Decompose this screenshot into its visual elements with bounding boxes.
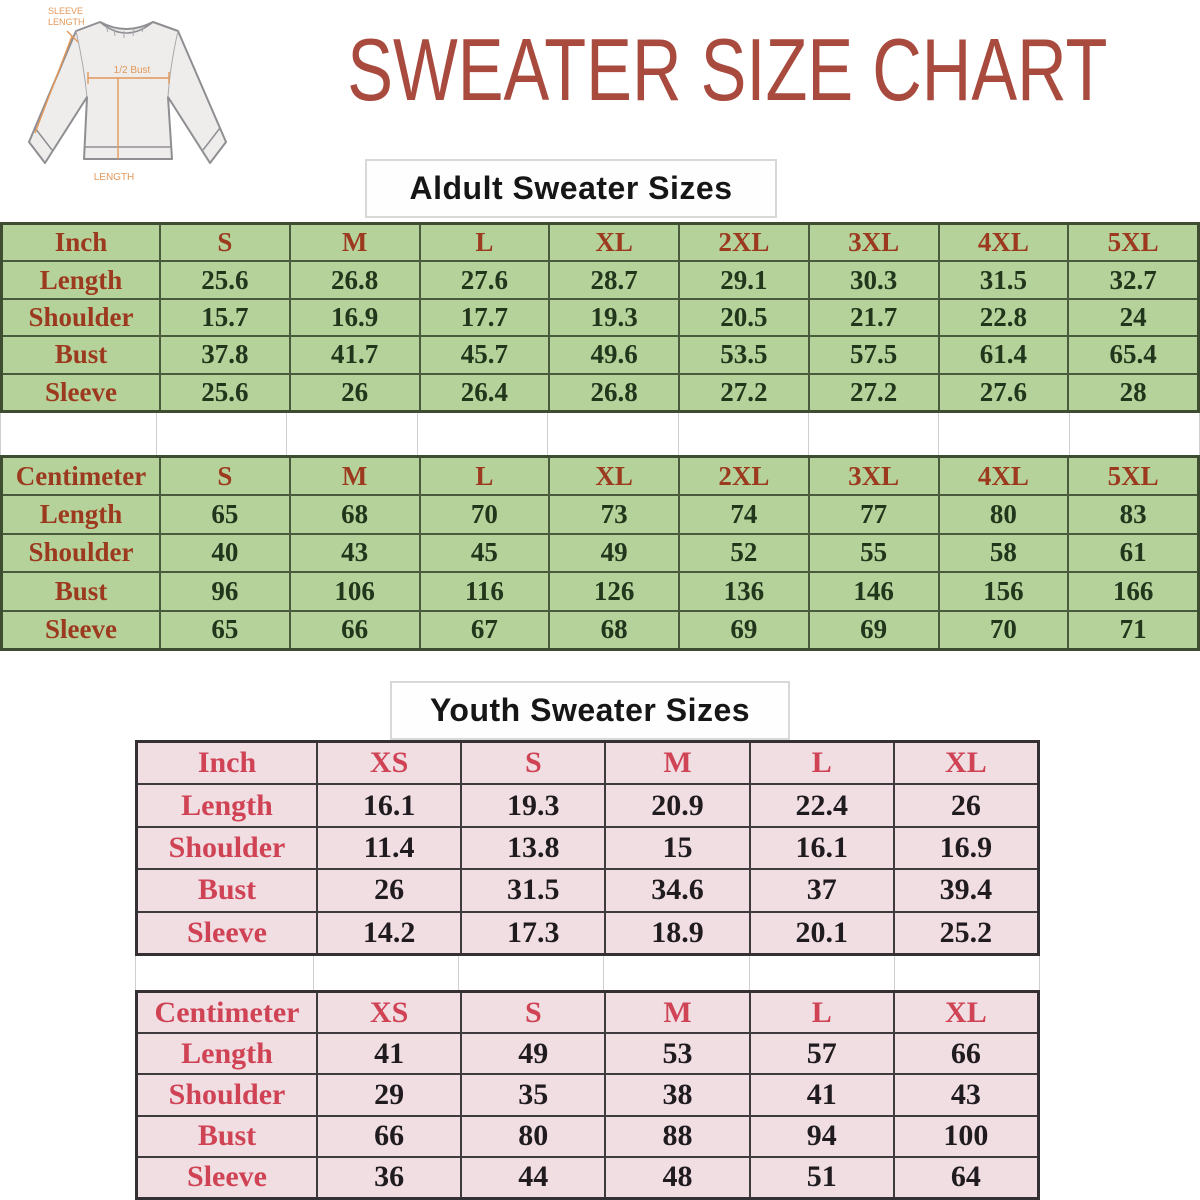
value-cell: 26.4 bbox=[421, 375, 549, 410]
value-cell: 18.9 bbox=[606, 913, 748, 953]
value-cell: 16.1 bbox=[318, 785, 460, 825]
value-cell: 49 bbox=[550, 535, 678, 571]
value-cell: 136 bbox=[680, 573, 808, 609]
value-cell: 27.2 bbox=[680, 375, 808, 410]
value-cell: 166 bbox=[1069, 573, 1197, 609]
value-cell: 55 bbox=[810, 535, 938, 571]
value-cell: 69 bbox=[680, 612, 808, 648]
spacer-cell bbox=[287, 413, 417, 455]
row-label: Sleeve bbox=[3, 375, 159, 410]
size-header: XL bbox=[895, 993, 1037, 1032]
value-cell: 16.9 bbox=[895, 828, 1037, 868]
row-label: Sleeve bbox=[138, 913, 316, 953]
row-label: Sleeve bbox=[138, 1158, 316, 1197]
value-cell: 30.3 bbox=[810, 262, 938, 297]
row-label: Bust bbox=[3, 337, 159, 372]
value-cell: 14.2 bbox=[318, 913, 460, 953]
unit-header: Inch bbox=[3, 225, 159, 260]
value-cell: 58 bbox=[940, 535, 1068, 571]
value-cell: 27.6 bbox=[940, 375, 1068, 410]
length-label: LENGTH bbox=[93, 172, 135, 183]
value-cell: 41 bbox=[751, 1075, 893, 1114]
value-cell: 20.9 bbox=[606, 785, 748, 825]
size-header: 4XL bbox=[940, 458, 1068, 494]
size-header: 2XL bbox=[680, 458, 808, 494]
unit-header: Inch bbox=[138, 743, 316, 783]
value-cell: 17.7 bbox=[421, 300, 549, 335]
value-cell: 66 bbox=[318, 1117, 460, 1156]
spacer-cell bbox=[939, 413, 1069, 455]
size-header: S bbox=[462, 993, 604, 1032]
page-title bbox=[240, 20, 1108, 119]
value-cell: 49.6 bbox=[550, 337, 678, 372]
value-cell: 88 bbox=[606, 1117, 748, 1156]
value-cell: 16.9 bbox=[291, 300, 419, 335]
value-cell: 13.8 bbox=[462, 828, 604, 868]
value-cell: 22.8 bbox=[940, 300, 1068, 335]
value-cell: 52 bbox=[680, 535, 808, 571]
row-label: Shoulder bbox=[138, 828, 316, 868]
size-header: M bbox=[606, 743, 748, 783]
size-header: XS bbox=[318, 993, 460, 1032]
value-cell: 16.1 bbox=[751, 828, 893, 868]
value-cell: 66 bbox=[895, 1034, 1037, 1073]
value-cell: 65 bbox=[161, 496, 289, 532]
value-cell: 80 bbox=[940, 496, 1068, 532]
value-cell: 73 bbox=[550, 496, 678, 532]
row-label: Length bbox=[3, 262, 159, 297]
row-label: Shoulder bbox=[3, 535, 159, 571]
spacer-cell bbox=[314, 956, 459, 990]
value-cell: 156 bbox=[940, 573, 1068, 609]
row-label: Shoulder bbox=[3, 300, 159, 335]
adult-section-heading: Aldult Sweater Sizes bbox=[365, 159, 777, 218]
value-cell: 77 bbox=[810, 496, 938, 532]
size-header: XL bbox=[550, 225, 678, 260]
value-cell: 38 bbox=[606, 1075, 748, 1114]
size-header: L bbox=[751, 993, 893, 1032]
value-cell: 49 bbox=[462, 1034, 604, 1073]
size-header: XL bbox=[895, 743, 1037, 783]
value-cell: 48 bbox=[606, 1158, 748, 1197]
value-cell: 100 bbox=[895, 1117, 1037, 1156]
size-header: 2XL bbox=[680, 225, 808, 260]
row-label: Bust bbox=[138, 1117, 316, 1156]
value-cell: 41.7 bbox=[291, 337, 419, 372]
size-header: 3XL bbox=[810, 458, 938, 494]
value-cell: 26 bbox=[291, 375, 419, 410]
value-cell: 83 bbox=[1069, 496, 1197, 532]
value-cell: 25.6 bbox=[161, 262, 289, 297]
value-cell: 70 bbox=[421, 496, 549, 532]
value-cell: 74 bbox=[680, 496, 808, 532]
value-cell: 80 bbox=[462, 1117, 604, 1156]
spacer-cell bbox=[459, 956, 604, 990]
value-cell: 45.7 bbox=[421, 337, 549, 372]
value-cell: 31.5 bbox=[462, 870, 604, 910]
value-cell: 27.6 bbox=[421, 262, 549, 297]
size-header: 3XL bbox=[810, 225, 938, 260]
spacer-cell bbox=[809, 413, 939, 455]
adult-inch-table bbox=[0, 222, 1200, 413]
size-header: S bbox=[462, 743, 604, 783]
value-cell: 94 bbox=[751, 1117, 893, 1156]
page-title-text: SWEATER SIZE CHART bbox=[347, 20, 1108, 119]
spacer-cell bbox=[1, 413, 157, 455]
value-cell: 27.2 bbox=[810, 375, 938, 410]
half-bust-label: 1/2 Bust bbox=[113, 65, 151, 76]
size-header: 5XL bbox=[1069, 225, 1197, 260]
value-cell: 66 bbox=[291, 612, 419, 648]
value-cell: 35 bbox=[462, 1075, 604, 1114]
sleeve-length-label-line1: SLEEVE bbox=[48, 6, 84, 16]
value-cell: 26.8 bbox=[550, 375, 678, 410]
value-cell: 20.5 bbox=[680, 300, 808, 335]
value-cell: 116 bbox=[421, 573, 549, 609]
value-cell: 22.4 bbox=[751, 785, 893, 825]
value-cell: 26 bbox=[895, 785, 1037, 825]
size-header: XL bbox=[550, 458, 678, 494]
value-cell: 26 bbox=[318, 870, 460, 910]
value-cell: 68 bbox=[550, 612, 678, 648]
row-label: Length bbox=[138, 1034, 316, 1073]
value-cell: 24 bbox=[1069, 300, 1197, 335]
youth-inch-table bbox=[135, 740, 1040, 956]
value-cell: 41 bbox=[318, 1034, 460, 1073]
value-cell: 71 bbox=[1069, 612, 1197, 648]
spacer-cell bbox=[418, 413, 548, 455]
value-cell: 15 bbox=[606, 828, 748, 868]
value-cell: 19.3 bbox=[550, 300, 678, 335]
value-cell: 37.8 bbox=[161, 337, 289, 372]
adult-centimeter-table bbox=[0, 455, 1200, 651]
value-cell: 28.7 bbox=[550, 262, 678, 297]
value-cell: 53.5 bbox=[680, 337, 808, 372]
value-cell: 39.4 bbox=[895, 870, 1037, 910]
youth-centimeter-table bbox=[135, 990, 1040, 1200]
spacer-cell bbox=[750, 956, 895, 990]
spacer-cell bbox=[895, 956, 1040, 990]
value-cell: 51 bbox=[751, 1158, 893, 1197]
value-cell: 19.3 bbox=[462, 785, 604, 825]
value-cell: 20.1 bbox=[751, 913, 893, 953]
value-cell: 21.7 bbox=[810, 300, 938, 335]
value-cell: 31.5 bbox=[940, 262, 1068, 297]
row-label: Bust bbox=[138, 870, 316, 910]
value-cell: 17.3 bbox=[462, 913, 604, 953]
value-cell: 106 bbox=[291, 573, 419, 609]
sweater-diagram bbox=[14, 0, 236, 200]
row-label: Shoulder bbox=[138, 1075, 316, 1114]
value-cell: 57.5 bbox=[810, 337, 938, 372]
value-cell: 53 bbox=[606, 1034, 748, 1073]
spacer-cell bbox=[604, 956, 749, 990]
size-header: L bbox=[421, 225, 549, 260]
value-cell: 68 bbox=[291, 496, 419, 532]
value-cell: 57 bbox=[751, 1034, 893, 1073]
value-cell: 67 bbox=[421, 612, 549, 648]
size-header: L bbox=[751, 743, 893, 783]
row-label: Length bbox=[3, 496, 159, 532]
value-cell: 96 bbox=[161, 573, 289, 609]
value-cell: 70 bbox=[940, 612, 1068, 648]
size-header: S bbox=[161, 458, 289, 494]
value-cell: 61.4 bbox=[940, 337, 1068, 372]
row-label: Sleeve bbox=[3, 612, 159, 648]
value-cell: 43 bbox=[895, 1075, 1037, 1114]
spacer-cell bbox=[1070, 413, 1200, 455]
value-cell: 25.6 bbox=[161, 375, 289, 410]
sleeve-length-label-line2: LENGTH bbox=[48, 17, 85, 27]
value-cell: 29.1 bbox=[680, 262, 808, 297]
size-header: M bbox=[291, 225, 419, 260]
value-cell: 32.7 bbox=[1069, 262, 1197, 297]
size-header: 4XL bbox=[940, 225, 1068, 260]
value-cell: 29 bbox=[318, 1075, 460, 1114]
unit-header: Centimeter bbox=[138, 993, 316, 1032]
size-header: M bbox=[291, 458, 419, 494]
value-cell: 40 bbox=[161, 535, 289, 571]
spacer-cell bbox=[548, 413, 678, 455]
size-header: 5XL bbox=[1069, 458, 1197, 494]
value-cell: 28 bbox=[1069, 375, 1197, 410]
value-cell: 36 bbox=[318, 1158, 460, 1197]
spacer-cell bbox=[136, 956, 314, 990]
row-label: Bust bbox=[3, 573, 159, 609]
unit-header: Centimeter bbox=[3, 458, 159, 494]
value-cell: 43 bbox=[291, 535, 419, 571]
value-cell: 45 bbox=[421, 535, 549, 571]
value-cell: 44 bbox=[462, 1158, 604, 1197]
adult-table-spacer bbox=[0, 413, 1200, 455]
value-cell: 69 bbox=[810, 612, 938, 648]
value-cell: 15.7 bbox=[161, 300, 289, 335]
value-cell: 34.6 bbox=[606, 870, 748, 910]
value-cell: 26.8 bbox=[291, 262, 419, 297]
value-cell: 25.2 bbox=[895, 913, 1037, 953]
spacer-cell bbox=[157, 413, 287, 455]
size-header: XS bbox=[318, 743, 460, 783]
value-cell: 146 bbox=[810, 573, 938, 609]
youth-section-heading: Youth Sweater Sizes bbox=[390, 681, 790, 740]
size-header: S bbox=[161, 225, 289, 260]
size-header: M bbox=[606, 993, 748, 1032]
row-label: Length bbox=[138, 785, 316, 825]
size-header: L bbox=[421, 458, 549, 494]
value-cell: 37 bbox=[751, 870, 893, 910]
value-cell: 61 bbox=[1069, 535, 1197, 571]
value-cell: 65.4 bbox=[1069, 337, 1197, 372]
value-cell: 65 bbox=[161, 612, 289, 648]
spacer-cell bbox=[679, 413, 809, 455]
value-cell: 126 bbox=[550, 573, 678, 609]
value-cell: 11.4 bbox=[318, 828, 460, 868]
sweater-outline bbox=[29, 22, 226, 163]
youth-table-spacer bbox=[135, 956, 1040, 990]
value-cell: 64 bbox=[895, 1158, 1037, 1197]
